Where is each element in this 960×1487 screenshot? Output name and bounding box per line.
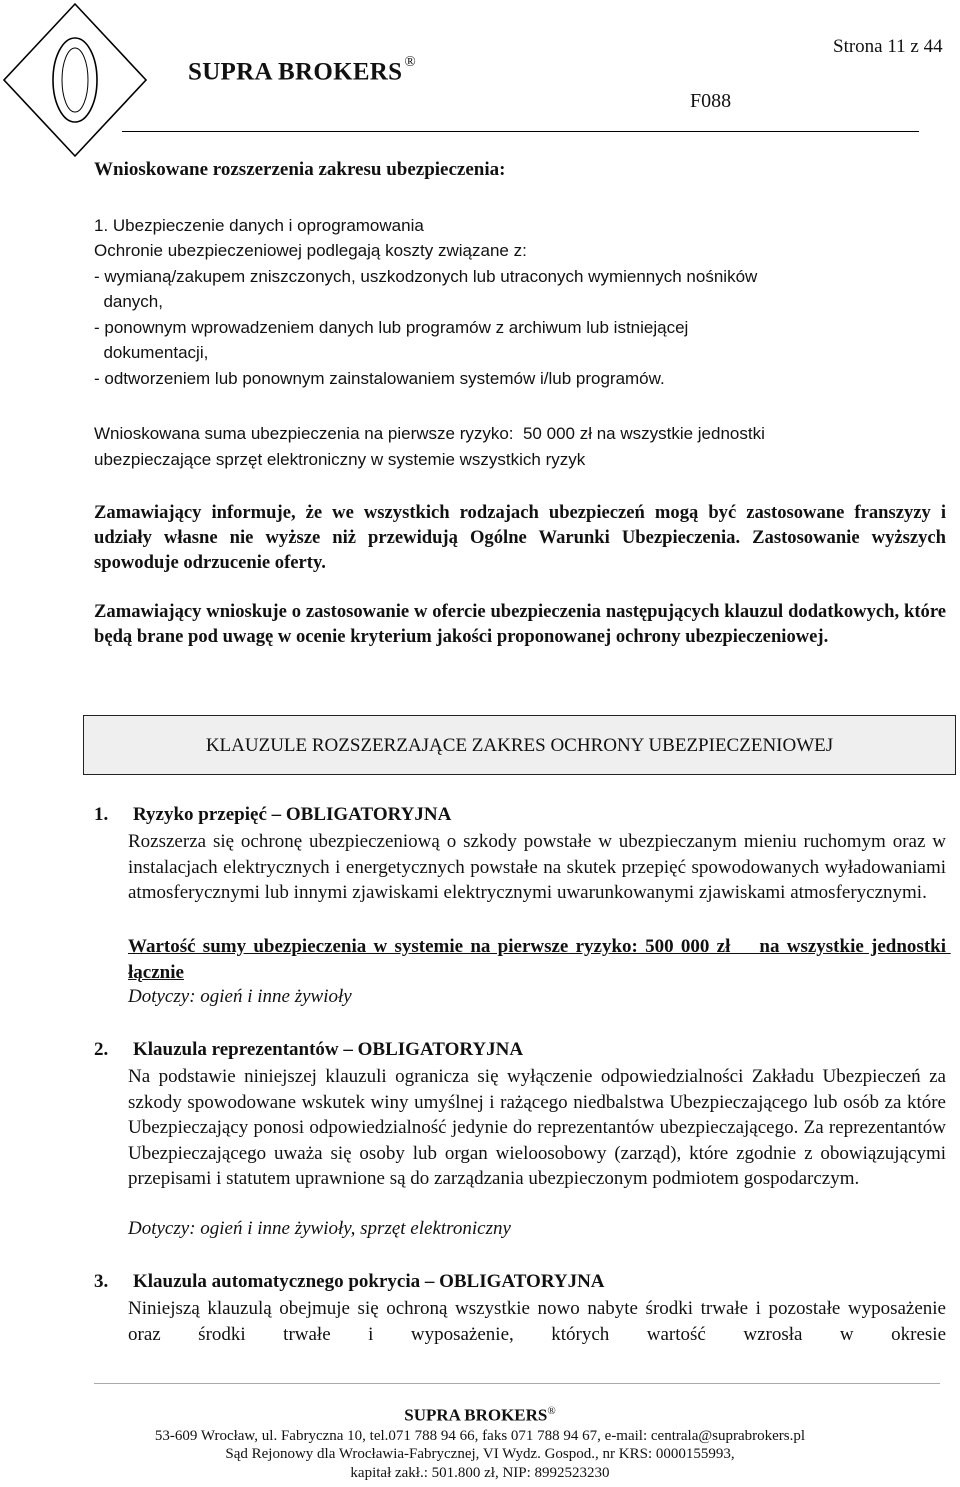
header-brand: SUPRA BROKERS ® — [188, 54, 417, 86]
notice-clauses: Zamawiający wnioskuje o zastosowanie w ofercie ubezpieczenia następujących klauzul dodatkowych, które będą brane pod uwagę w ocenie kryterium jakości proponowanej ochrony ubezpieczeniowej. — [94, 601, 946, 647]
clause-number: 3. — [94, 1271, 109, 1292]
clause-body: Rozszerza się ochronę ubezpieczeniową o szkody powstałe w ubezpieczanym mieniu ruchomym oraz w instalacjach elektrycznych i energetycznych powstałe na skutek przepięć spowodowanych wyładowaniami atmosferycznymi lub innymi zjawiskami elektrycznymi uwarunkowanymi zjawiskami atmosferycznymi. — [128, 831, 946, 903]
clause-body: Niniejszą klauzulą obejmuje się ochroną wszystkie nowo nabyte środki trwałe i pozostałe wyposażenie oraz środki trwałe i wyposażenie, których wartość wzrosła w okresie — [128, 1298, 946, 1345]
requested-line: Ochronie ubezpieczeniowej podlegają koszty związane z: — [94, 241, 527, 260]
clause-body: Na podstawie niniejszej klauzuli ogranicza się wyłączenie odpowiedzialności Zakładu Ubezpieczeń za szkody spowodowane wskutek winy umyślnej i rażącego niedbalstwa Ubezpieczającego lub osób za które Ubezpieczający ponosi odpowiedzialność jedynie do reprezentantów ubezpieczającego. Za reprezentantów Ubezpieczającego uważa się osoby lub organ wieloosobowy (zarząd), które zgodnie z obowiązującymi przepisami i statutem uprawnione są do zarządzania ubezpieczonym podmiotem gospodarczym. — [128, 1066, 946, 1189]
clause-title: Ryzyko przepięć – OBLIGATORYJNA — [133, 804, 452, 825]
clause-title: Klauzula reprezentantów – OBLIGATORYJNA — [133, 1039, 524, 1060]
requested-sum-line: ubezpieczające sprzęt elektroniczny w systemie wszystkich ryzyk — [94, 450, 586, 469]
clause-applies-to: Dotyczy: ogień i inne żywioły — [128, 986, 352, 1007]
footer-rule — [94, 1383, 940, 1384]
requested-title: Wnioskowane rozszerzenia zakresu ubezpieczenia: — [94, 159, 506, 180]
header-rule — [122, 131, 919, 132]
clause-number: 2. — [94, 1039, 109, 1060]
footer-brand: SUPRA BROKERS® — [404, 1405, 556, 1425]
notice-deductibles: Zamawiający informuje, że we wszystkich rodzajach ubezpieczeń mogą być zastosowane franszyzy i udziały własne nie wyższe niż przewidują Ogólne Warunki Ubezpieczenia. Zastosowanie wyższych spowoduje odrzucenie oferty. — [94, 502, 946, 573]
footer-court: Sąd Rejonowy dla Wrocławia-Fabrycznej, VI Wydz. Gospod., nr KRS: 0000155993, — [225, 1446, 735, 1462]
requested-line: - wymianą/zakupem zniszczonych, uszkodzonych lub utraconych wymiennych nośników — [94, 267, 758, 286]
requested-line: - odtworzeniem lub ponownym zainstalowaniem systemów i/lub programów. — [94, 369, 665, 388]
page-number: Strona 11 z 44 — [833, 36, 943, 57]
clause-title: Klauzula automatycznego pokrycia – OBLIGATORYJNA — [133, 1271, 605, 1292]
clause-number: 1. — [94, 804, 109, 825]
clause-sum-insured: Wartość sumy ubezpieczenia w systemie na pierwsze ryzyko: 500 000 zł na wszystkie jednostki łącznie — [128, 936, 951, 983]
footer-address: 53-609 Wrocław, ul. Fabryczna 10, tel.071 788 94 66, faks 071 788 94 67, e-mail: centrala@suprabrokers.pl — [154, 1428, 806, 1444]
form-code: F088 — [690, 90, 732, 112]
section-box-title: KLAUZULE ROZSZERZAJĄCE ZAKRES OCHRONY UBEZPIECZENIOWEJ — [205, 735, 834, 756]
footer-capital: kapitał zakł.: 501.800 zł, NIP: 8992523230 — [350, 1465, 610, 1481]
requested-line: dokumentacji, — [94, 343, 209, 362]
clause-applies-to: Dotyczy: ogień i inne żywioły, sprzęt elektroniczny — [128, 1218, 511, 1239]
company-logo — [0, 0, 150, 160]
requested-line: - ponownym wprowadzeniem danych lub programów z archiwum lub istniejącej — [94, 318, 689, 337]
requested-line: danych, — [94, 292, 163, 311]
requested-sum-line: Wnioskowana suma ubezpieczenia na pierwsze ryzyko: 50 000 zł na wszystkie jednostki — [94, 424, 765, 443]
requested-line: 1. Ubezpieczenie danych i oprogramowania — [94, 216, 424, 235]
